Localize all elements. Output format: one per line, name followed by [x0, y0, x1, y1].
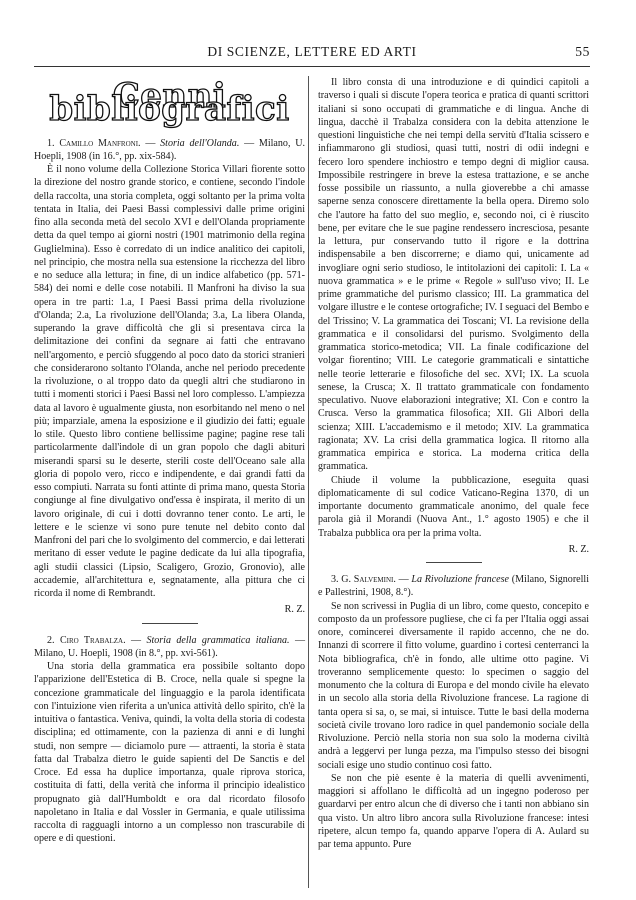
column-separator — [308, 76, 309, 888]
review-1-citation: 1. Camillo Manfroni. — Storia dell'Olanda. — Milano, U. Hoepli, 1908 (in 16.°, pp. xix-584). — [34, 137, 305, 162]
review-1-paragraph: È il nono volume della Collezione Storica Villari fiorente sotto la direzione del nostro grande storico, e contiene, secondo l'indole della raccolta, una storia completa, oggi soltanto per la prima volta tentata in Italia, dei Paesi Bassi complessivi dalle prime origini fino alla seconda metà del secolo XVI e dell'Olanda propriamente detta da quel tempo ai giorni nostri (1901 matrimonio della regina Guglielmina). Esso è corredato di un indice analitico dei capitoli, nel principio, che mostra nella sua estensione la ricchezza del libro e no seduce alla lettura; in fine, di un indice alfabetico (pp. 571-584) dei nomi e delle cose notabili. Il Manfroni ha diviso la sua opera in tre parti: 1.a, I Paesi Bassi prima della rivoluzione d'Olanda; 2.a, La rivoluzione dell'Olanda; 3.a, La libera Olanda, superando la grave difficoltà che gli si presentava circa la delimitazione dei confini da segnare ai fatti che entravano nell'argomento, e perciò sfuggendo al poco dato da storici stranieri che considerarono soltanto l'Olanda, anche nel periodo precedente la rivoluzione, o al troppo dato da quegli altri che studiarono in tutti i momenti storici i Paesi Bassi nel loro complesso. L'ampiezza data al lavoro è ugualmente giusta, non esorbitando nel meno o nel più; imparziale, amena la esposizione e il giudizio dei fatti; eguale lo stile. Questo libro contiene bellissime pagine; pagine rese tali particolarmente dall'indole di un gran popolo che dagli abituri miserandi sparsi su le deserte, sterili coste dell'Oceano sale alla gloria di popolo vero, ricco e indipendente, e dai grandi fatti da esso compiuti. Narrata su fonti attinte di prima mano, questa Storia congiunge al fine divulgativo ond'essa è inspirata, il merito di un lavoro originale, di cui i dotti dovranno tener conto. Le arti, le lettere e le scienze vi sono pure tenute nel debito conto dal Manfroni del pari che lo svolgimento del commercio, e dai letterati meritano di esser vedute le pagine dedicate da lui alla tipografia, agli studii classici (Lipsio, Scaligero, Grozio, Gronovio), alle accademie, all'architettura e, segnatamente, alla pittura che ci ricorda il nome di Rembrandt. — [34, 164, 305, 599]
review-work-title: Storia dell'Olanda. — [160, 137, 240, 149]
review-2-paragraph-2: Il libro consta di una introduzione e di quindici capitoli a traverso i quali si discute l'opera teorica e pratica di quanti scrittori italiani si sono occupati di grammatiche e di lingua. Anche di lingua, dacchè il Trabalza considera con la debita attenzione le questioni linguistiche che nei tempi della servitù d'Italia scissero e infiammarono gli studiosi, quasi tutti, nostri di odii indegni e fecero loro spendere inchiostro e tempo degni di miglior causa. Impossibile restringere in breve la estesa trattazione, e se anche fosse possibile un riassunto, a nulla gioverebbe a chi amasse saperne senza conoscere direttamente la bella opera. Diremo solo che l'autore ha fatto del suo meglio, e, secondo noi, ci è riuscito bene, per evitare che le sue pagine rendessero increscìosa, pesante la lettura, pur conservando tutto il rigore e la dottrina indispensabile a ben discorrerne; e diamo qui, unicamente ad invogliare ogni serio studioso, le intitolazioni dei capitoli: I. La « nuova grammatica » e le prime « Regole » sull'uso vivo; II. Le prime grammatiche del purismo classico; III. La grammatica del volgare illustre e le contese ortografiche; IV. I seguaci del Bembo e del Trissino; V. La grammatica dei Toscani; VI. La revisione della grammatica e il consolidarsi del purismo. Svolgimento della grammatica storico-metodica; VII. La finale codificazione del volgar fiorentino; VIII. Le categorie grammaticali e sintattiche nelle teorie letterarie e filosofiche del sec. XVI; IX. La scuola senese, la Crusca; X. Il trattato grammaticale con fondamento speculativo. Nuove elaborazioni integrative; XI. Con e contro la Crusca. Verso la grammatica filosofica; XII. Gli Albori della scienza; XIII. L'accademismo e il metodo; XIV. La grammatica ragionata; XV. La crisi della grammatica logica. Il ritorno alla grammatica empirica e storica. La moderna critica della grammatica. — [318, 77, 589, 473]
section-title: Cenni bibliografici — [49, 76, 290, 130]
review-3-citation: 3. G. Salvemini. — La Rivoluzione francese (Milano, Signorelli e Pallestrini, 1908, 8.°). — [318, 574, 590, 599]
review-1-signature: R. Z. — [284, 604, 305, 616]
page-number: 55 — [575, 44, 590, 59]
review-number: 1. — [47, 137, 55, 149]
review-publication: (Milano, Signorelli e Pallestrini, 1908, 8.°). — [318, 574, 590, 599]
left-column — [34, 76, 305, 846]
review-number: 2. — [47, 634, 55, 646]
review-publication: — Milano, U. Hoepli, 1908 (in 16.°, pp. xix-584). — [34, 137, 305, 162]
review-2-paragraph-3: Chiude il volume la pubblicazione, eseguita quasi diplomaticamente di sul codice Vaticano-Regina 1370, di un importante documento grammaticale anonimo, del quale fece parola già il Morandi (Nuova Ant., 1.° agosto 1905) e che il Trabalza pubblica ora per la prima volta. — [318, 474, 589, 539]
review-number: 3. — [331, 574, 339, 585]
review-author: Ciro Trabalza. — [59, 634, 126, 646]
review-3-paragraph-1: Se non scrivessi in Puglia di un libro, come questo, concepito e composto da un professore pugliese, che ci fa per l'Italia oggi assai onore, comincerei diversamente il rapido accenno, che ne do. Innanzi di scorrere il fitto volume, guardino i cortesi centerranci la Nota bibliografica, ch'è in fondo, alle ultime otto pagine. Vi troveranno semplicemente questo: lo specimen o saggio del monumento che la coltura di Europa e del mondo civile ha elevato in un secolo alla storia della Rivoluzione francese. La ragione di tanta opera si sa, o, se mai, si intuisce. Tutte le basi della moderna società civile trovano loro radice in quel pandemonio sociale della Rivoluzione. Perciò nella storia non sua solo la moderna civiltà andrà a leggervi per lunga pezza, ma l'impulso stesso dei bisogni sociali esige uno studio continuo così fatto. — [318, 600, 589, 771]
review-3-paragraph-2: Se non che piè esente è la materia di quelli avvenimenti, maggiori si affollano le difficoltà ad un ingegno poderoso per guardarvi per entro alcun che di diverso che i tanti non abbiano sin qua visto. Un altro libro ancora sulla Rivoluzione francese: intesi ripetere, alcun tempo fa, quando apparve l'opera di A. Aulard su par tema appunto. Pure — [318, 772, 589, 850]
review-author: Camillo Manfroni. — [59, 137, 141, 149]
running-title: DI SCIENZE, LETTERE ED ARTI — [207, 44, 417, 59]
review-divider — [426, 562, 482, 563]
running-header — [34, 44, 590, 64]
review-divider — [142, 623, 198, 624]
review-2-citation: 2. Ciro Trabalza. — Storia della grammatica italiana. — Milano, U. Hoepli, 1908 (in 8.°, pp. xvi-561). — [34, 634, 306, 659]
review-2-paragraph-1: Una storia della grammatica era possibile soltanto dopo l'apparizione dell'Estetica di B. Croce, nella quale si spegne la concezione grammaticale del linguaggio e la parola identificata con l'intuizione vien riferita a un'unica attività dello spirito, ch'è la intuitiva o fantastica. Veniva, quindi, la volta della storia di codesta disciplina; ed ottimamente, con la pazienza di anni e di lunghi studi, non sempre — diciamolo pure — attraenti, la storia è stata fatta dal Trabalza dietro le guide sapienti del De Sanctis e del Croce. Ed essa ha duplice importanza, quale riprova storica, costituita di fatti, della verità che informa il principio idealistico propugnato già dall'Humboldt e ora dal ricordato filosofo napoletano in Italia e dal Vossler in Germania, e quale utilissima raccolta di ragguagli intorno a un complesso non trascurabile di opere e di questioni. — [34, 661, 305, 845]
review-work-title: Storia della grammatica italiana. — [146, 634, 290, 646]
right-column — [318, 76, 589, 851]
header-rule — [34, 66, 590, 67]
review-publication: — Milano, U. Hoepli, 1908 (in 8.°, pp. xvi-561). — [34, 634, 306, 659]
review-author: G. Salvemini. — [341, 574, 396, 585]
review-work-title: La Rivoluzione francese — [411, 574, 509, 585]
review-2-signature: R. Z. — [568, 543, 589, 555]
